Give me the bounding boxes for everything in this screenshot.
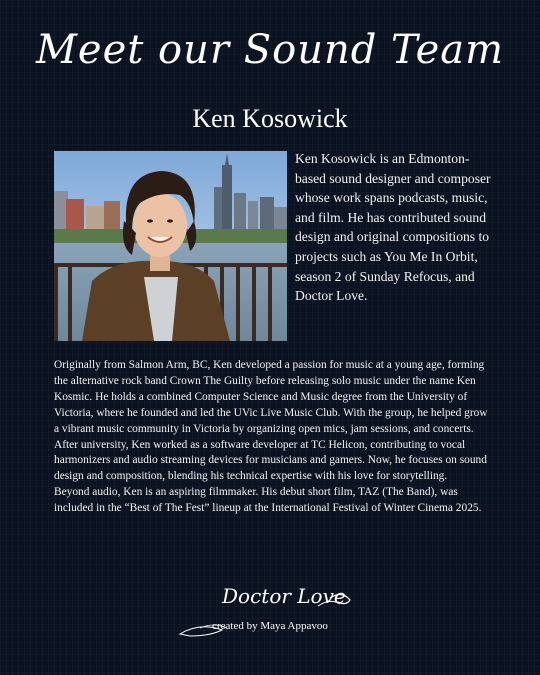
member-name: Ken Kosowick (192, 104, 348, 133)
member-photo (54, 151, 287, 341)
bio-body (54, 358, 494, 517)
credit-text: created by Maya Appavoo (212, 620, 328, 632)
bio-intro: Ken Kosowick is an Edmonton-based sound designer and composer whose work spans podcasts, music, and film. He has contributed sound design and original compositions to projects such as You Me In Orbit, season 2 of Sunday Refocus, and Doctor Love. (295, 151, 491, 304)
doctor-love-logo (170, 584, 370, 640)
logo-text: Doctor Love (222, 584, 346, 608)
bio-paragraph: Beyond audio, Ken is an aspiring filmmaker. His debut short film, TAZ (The Band), was included in the “Best of The Fest” lineup at the International Festival of Winter Cinema 2025. (54, 486, 482, 515)
bio-paragraph: Originally from Salmon Arm, BC, Ken developed a passion for music at a young age, forming the alternative rock band Crown The Guilty before releasing solo music under the name Ken Kosmic. He holds a combined Computer Science and Music degree from the University of Victoria, where he founded and led the UVic Live Music Club. With the group, he helped grow a vibrant music community in Victoria by organizing open mics, jam sessions, and concerts. After university, Ken worked as a software developer at TC Helicon, contributing to vocal harmonizers and audio streaming devices for musicians and gamers. Now, he focuses on sound design and composition, blending his technical expertise with his love for storytelling. (54, 359, 488, 483)
page-title: Meet our Sound Team (35, 27, 505, 73)
